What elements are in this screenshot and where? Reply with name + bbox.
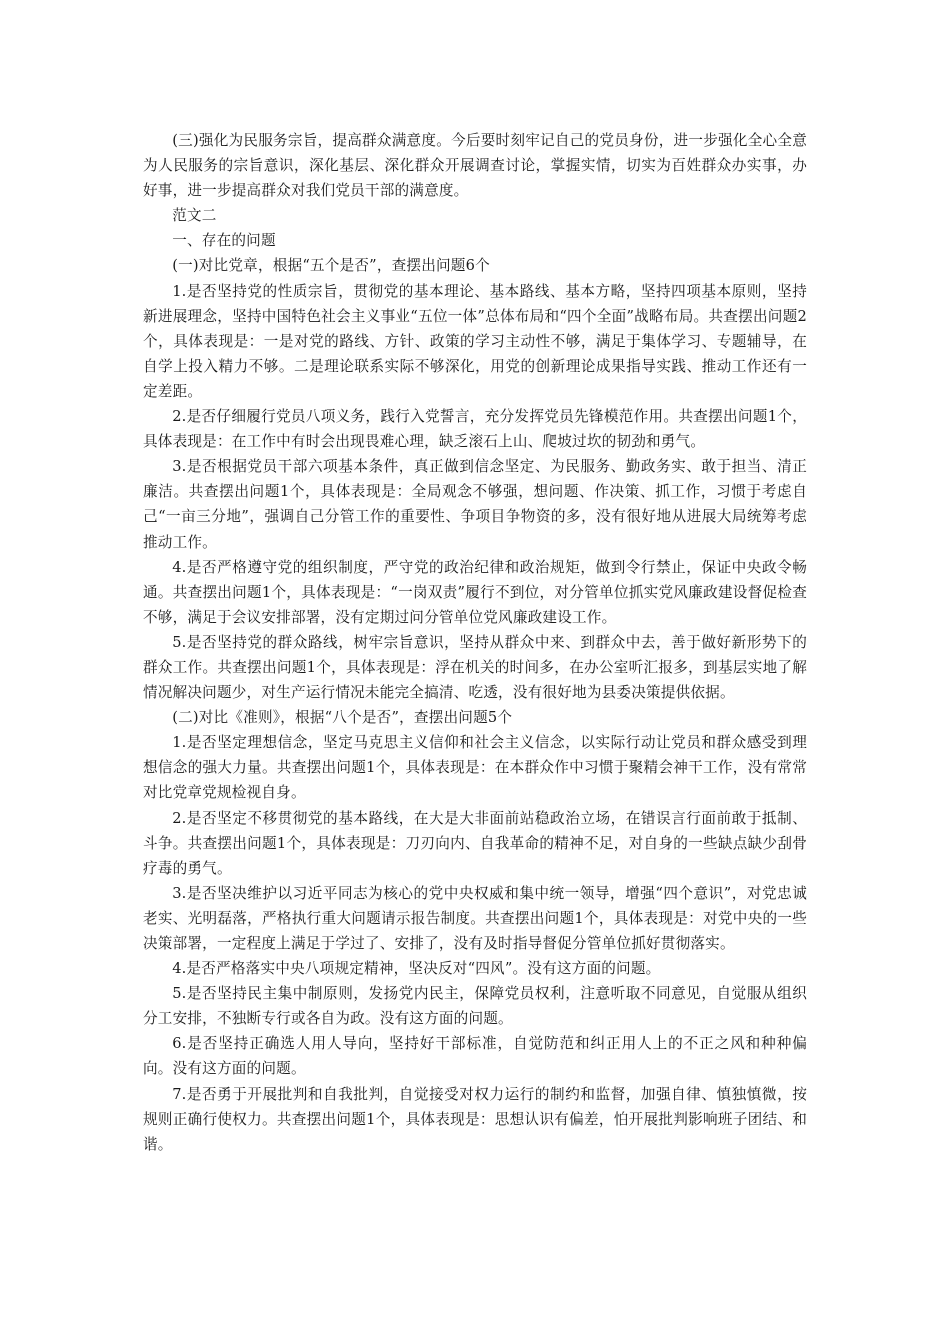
list-item: 4.是否严格落实中央八项规定精神，坚决反对“四风”。没有这方面的问题。	[172, 960, 661, 978]
list-item: 6.是否坚持正确选人用人导向，坚持好干部标准，自觉防范和纠正用人上的不正之风和种种偏向。没有这方面的问题。	[143, 1035, 807, 1078]
document-body	[143, 128, 807, 1157]
list-item: 5.是否坚持党的群众路线，树牢宗旨意识，坚持从群众中来、到群众中去，善于做好新形势下的群众工作。共查摆出问题1个，具体表现是：浮在机关的时间多，在办公室听汇报多，到基层实地了解情况解决问题少，对生产运行情况未能完全搞清、吃透，没有很好地为县委决策提供依据。	[143, 633, 807, 702]
heading-existing-problems: 一、存在的问题	[172, 232, 276, 250]
subheading-guidelines: (二)对比《准则》，根据“八个是否”，查摆出问题5个	[172, 709, 513, 727]
list-item: 4.是否严格遵守党的组织制度，严守党的政治纪律和政治规矩，做到令行禁止，保证中央政令畅通。共查摆出问题1个，具体表现是：“一岗双责”履行不到位，对分管单位抓实党风廉政建设督促检查不够，满足于会议安排部署，没有定期过问分管单位党风廉政建设工作。	[143, 558, 807, 626]
list-item: 1.是否坚定理想信念，坚定马克思主义信仰和社会主义信念，以实际行动让党员和群众感受到理想信念的强大力量。共查摆出问题1个，具体表现是：在本群众作中习惯于聚精会神干工作，没有常常对比党章党规检视自身。	[143, 734, 807, 802]
subheading-party-constitution: (一)对比党章，根据“五个是否”，查摆出问题6个	[172, 257, 490, 275]
heading-sample-two: 范文二	[172, 207, 217, 225]
list-item: 2.是否仔细履行党员八项义务，践行入党誓言，充分发挥党员先锋模范作用。共查摆出问题1个，具体表现是：在工作中有时会出现畏难心理，缺乏滚石上山、爬坡过坎的韧劲和勇气。	[143, 408, 807, 451]
paragraph-strengthen-service: (三)强化为民服务宗旨，提高群众满意度。今后要时刻牢记自己的党员身份，进一步强化全心全意为人民服务的宗旨意识，深化基层、深化群众开展调查讨论，掌握实情，切实为百姓群众办实事，办好事，进一步提高群众对我们党员干部的满意度。	[143, 132, 807, 200]
list-item: 3.是否根据党员干部六项基本条件，真正做到信念坚定、为民服务、勤政务实、敢于担当、清正廉洁。共查摆出问题1个，具体表现是：全局观念不够强，想问题、作决策、抓工作，习惯于考虑自己“一亩三分地”，强调自己分管工作的重要性、争项目争物资的多，没有很好地从进展大局统筹考虑推动工作。	[143, 458, 807, 551]
list-item: 5.是否坚持民主集中制原则，发扬党内民主，保障党员权利，注意听取不同意见，自觉服从组织分工安排，不独断专行或各自为政。没有这方面的问题。	[143, 985, 807, 1028]
list-item: 7.是否勇于开展批判和自我批判，自觉接受对权力运行的制约和监督，加强自律、慎独慎微，按规则正确行使权力。共查摆出问题1个，具体表现是：思想认识有偏差，怕开展批判影响班子团结、和谐。	[143, 1085, 807, 1153]
list-item: 1.是否坚持党的性质宗旨，贯彻党的基本理论、基本路线、基本方略，坚持四项基本原则，坚持新进展理念，坚持中国特色社会主义事业“五位一体”总体布局和“四个全面”战略布局。共查摆出问题2个，具体表现是：一是对党的路线、方针、政策的学习主动性不够，满足于集体学习、专题辅导，在自学上投入精力不够。二是理论联系实际不够深化，用党的创新理论成果指导实践、推动工作还有一定差距。	[143, 282, 807, 400]
list-item: 3.是否坚决维护以习近平同志为核心的党中央权威和集中统一领导，增强“四个意识”，对党忠诚老实、光明磊落，严格执行重大问题请示报告制度。共查摆出问题1个，具体表现是：对党中央的一些决策部署，一定程度上满足于学过了、安排了，没有及时指导督促分管单位抓好贯彻落实。	[143, 884, 807, 952]
list-item: 2.是否坚定不移贯彻党的基本路线，在大是大非面前站稳政治立场，在错误言行面前敢于抵制、斗争。共查摆出问题1个，具体表现是：刀刃向内、自我革命的精神不足，对自身的一些缺点缺少刮骨疗毒的勇气。	[143, 809, 807, 877]
